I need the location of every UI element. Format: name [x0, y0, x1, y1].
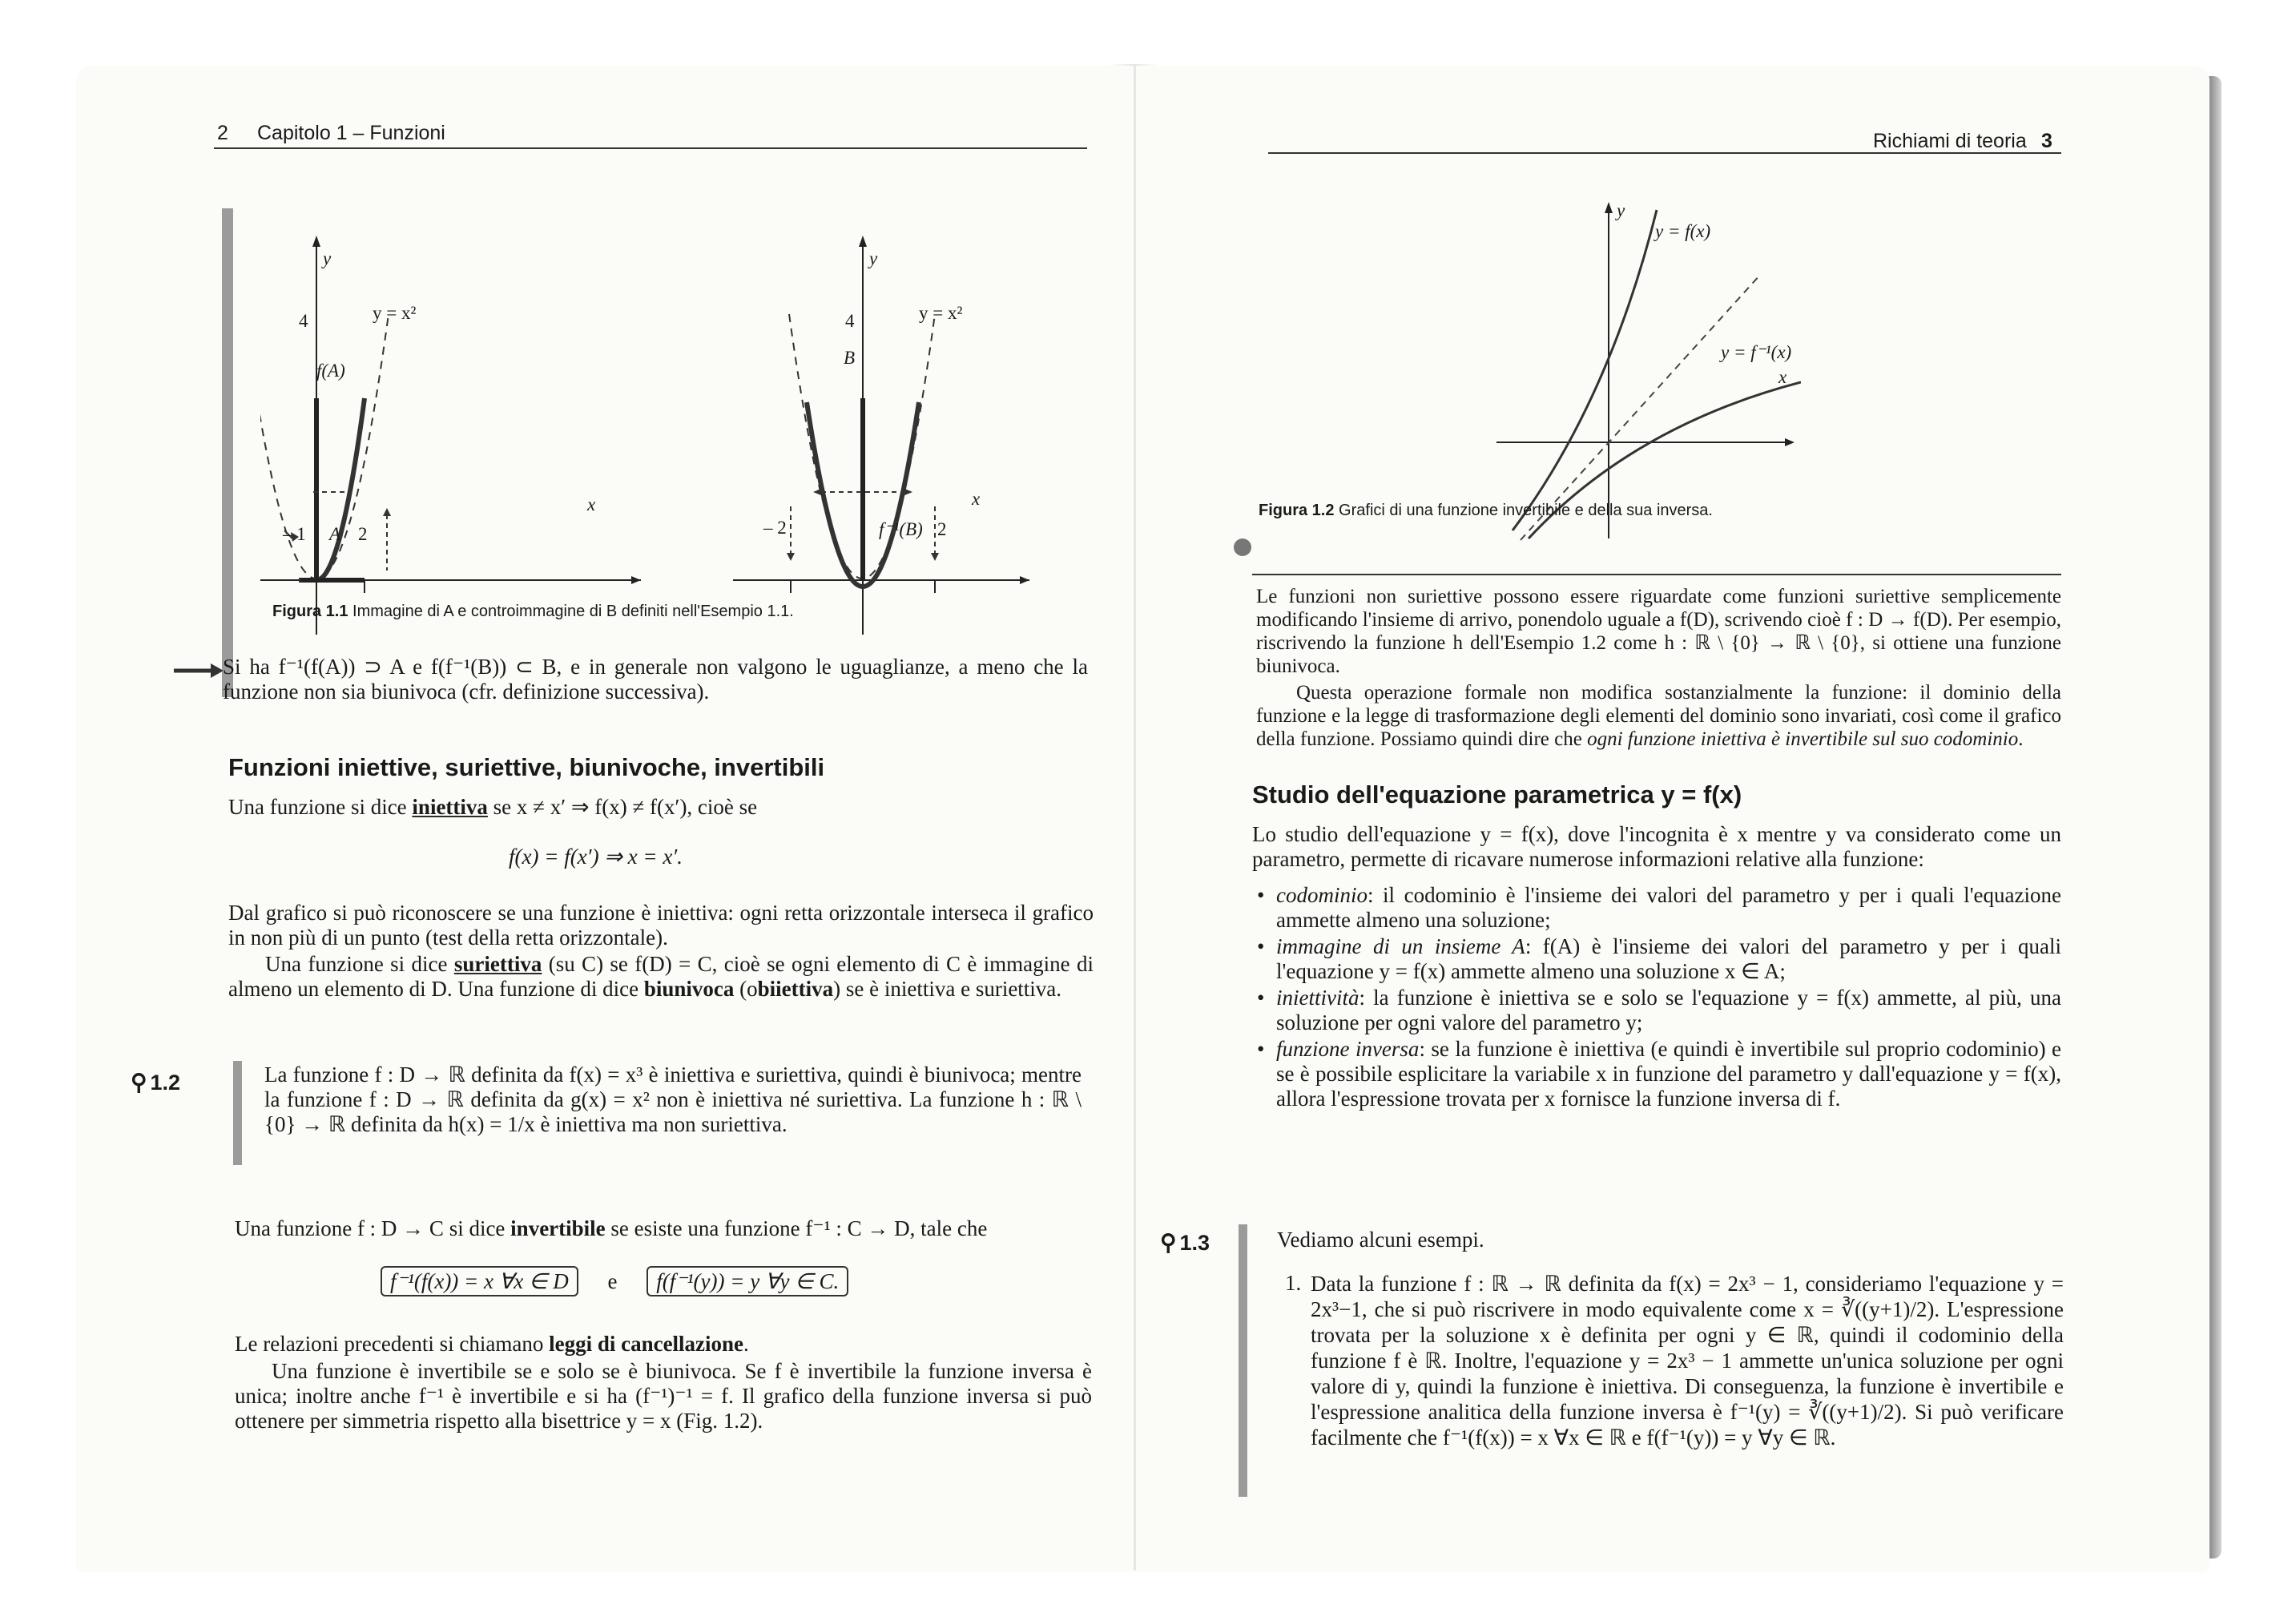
fig1-caption [272, 603, 794, 621]
pin-icon [1234, 538, 1251, 556]
suriettiva-mid1: (su C) se f(D) = C, cioè se ogni elemento di C è immagine di almeno un elemento di D. Una funzione di dice [228, 952, 1094, 1001]
parametric-bullets [1252, 883, 2061, 1113]
example-1-3-item-text: Data la funzione f : ℝ → ℝ definita da f(x) = 2x³ − 1, consideriamo l'equazione y = 2x³−1, che si può riscrivere in modo equivalente come x = ∛((y+1)/2). L'espressione trovata per la soluzione x è definita per ogni y ∈ ℝ, quindi il codominio della funzione f è ℝ. Inoltre, l'equazione y = 2x³ − 1 ammette un'unica soluzione per ogni valore di y, quindi la funzione è iniettiva. Di conseguenza, la funzione è invertibile e l'espressione analitica della funzione inversa è f⁻¹(y) = ∛((y+1)/2). Si può verificare facilmente che f⁻¹(f(x)) = x ∀x ∈ ℝ e f(f⁻¹(y)) = y ∀y ∈ ℝ. [1311, 1272, 2064, 1450]
fig2-fx-label: y = f(x) [1655, 221, 1711, 241]
suriettiva-pre: Una funzione si dice [265, 952, 448, 976]
section-title-studio: Studio dell'equazione parametrica y = f(x) [1252, 780, 1742, 808]
example-1-2-text: La funzione f : D → ℝ definita da f(x) = x³ è iniettiva e suriettiva, quindi è biunivoca; mentre la funzione f : D → ℝ definita da g(x) = x² non è iniettiva né suriettiva. La funzione h : ℝ \ {0} → ℝ definita da h(x) = 1/x è iniettiva ma non suriettiva. [264, 1063, 1082, 1136]
right-header-title: Richiami di teoria [1873, 130, 2027, 152]
fig1-b-neg2-label: – 2 [763, 518, 787, 538]
example-1-3-intro: Vediamo alcuni esempi. [1277, 1228, 1484, 1252]
bullet-text: : la funzione è iniettiva se e solo se l'equazione y = f(x) ammette, al più, una soluzione per ogni valore del parametro y; [1276, 986, 2061, 1034]
fig1-a-curve-label: y = x² [373, 303, 417, 323]
example-1-2-label [131, 1069, 180, 1095]
right-section-rule [1252, 574, 2061, 575]
paragraph-test-retta: Dal grafico si può riconoscere se una funzione è iniettiva: ogni retta orizzontale interseca il grafico in non più di un punto (test della retta orizzontale). [228, 901, 1094, 950]
example-1-3-bar [1239, 1224, 1247, 1497]
invertibile-post: se esiste una funzione f⁻¹ : C → D, tale che [610, 1216, 988, 1240]
right-page [1136, 66, 2209, 1572]
fig1-caption-text: Immagine di A e controimmagine di B definiti nell'Esempio 1.1. [352, 603, 794, 620]
term-biiettiva: biiettiva [757, 977, 834, 1001]
fig1-b-y-label: y [869, 248, 878, 268]
example-1-3-label [1160, 1229, 1210, 1256]
fig2-caption [1259, 502, 1713, 520]
term-iniettiva: iniettiva [412, 795, 488, 819]
bullet-funzione-inversa [1252, 1037, 2061, 1111]
leggi-pre: Le relazioni precedenti si chiamano [235, 1332, 544, 1356]
bullet-term: iniettività [1276, 986, 1359, 1010]
fig2-x-label: x [1778, 367, 1787, 387]
fig2-finv-label: y = f⁻¹(x) [1721, 342, 1792, 362]
fig1-a-fA-label: f(A) [316, 361, 345, 381]
fig2-y-label: y [1617, 200, 1625, 220]
suriettiva-post: ) se è iniettiva e suriettiva. [833, 977, 1062, 1001]
section-title-funzioni: Funzioni iniettive, suriettive, biunivoche, invertibili [228, 753, 825, 781]
figure-1-2 [1496, 194, 1801, 546]
term-biunivoca: biunivoca [643, 977, 735, 1001]
left-page [76, 66, 1134, 1572]
equation-cancellation [381, 1269, 848, 1294]
iniettiva-definition [228, 795, 1078, 820]
example-1-2-bar [233, 1061, 242, 1165]
equation-injective: f(x) = f(x′) ⇒ x = x′. [509, 845, 683, 869]
fig1-b-four-label: 4 [845, 311, 855, 331]
magnifier-icon: ⚲ [1160, 1230, 1177, 1255]
leggi-post: . [743, 1332, 749, 1356]
fig1-b-curve-label: y = x² [919, 303, 963, 323]
iniettiva-pre: Una funzione si dice [228, 795, 407, 819]
fig1-caption-label: Figura 1.1 [272, 603, 348, 620]
bullet-text: : se la funzione è iniettiva (e quindi è invertibile sul proprio codominio) e se è possibile esplicitare la variabile x in funzione del parametro y dall'equazione y = f(x), allora l'espressione trovata per x fornisce la funzione inversa di f. [1276, 1037, 2061, 1111]
left-page-number: 2 [217, 122, 228, 144]
bullet-term: funzione inversa [1276, 1037, 1420, 1061]
fig1-a-four-label: 4 [299, 311, 308, 331]
paragraph-studio: Lo studio dell'equazione y = f(x), dove l'incognita è x mentre y va considerato come un parametro, permette di ricavare numerose informazioni relative alla funzione: [1252, 822, 2061, 871]
bullet-text: : il codominio è l'insieme dei valori del parametro y per i quali l'equazione ammette almeno una soluzione; [1276, 883, 2061, 932]
term-leggi-cancellazione: leggi di cancellazione [549, 1332, 744, 1356]
fig1-b-two-label: 2 [937, 519, 947, 539]
fig1-a-two-label: 2 [358, 524, 368, 544]
paragraph-non-suriettive: Le funzioni non suriettive possono essere riguardate come funzioni suriettive semplicemente modificando l'insieme di arrivo, ponendolo uguale a f(D), scrivendo cioè f : D → f(D). Per esempio, riscrivendo la funzione h dell'Esempio 1.2 come h : ℝ \ {0} → ℝ \ {0}, si ottiene una funzione biunivoca. [1256, 586, 2061, 677]
bullet-term: codominio [1276, 883, 1368, 907]
paragraph-suriettiva [228, 952, 1094, 1002]
graph-image-a [260, 236, 641, 635]
term-suriettiva: suriettiva [453, 952, 542, 976]
left-header-rule [214, 147, 1087, 149]
bullet-immagine [1252, 934, 2061, 984]
suriettiva-mid2: (o [739, 977, 758, 1001]
example-number: 1.2 [150, 1071, 181, 1095]
eq-conj: e [607, 1269, 618, 1293]
bullet-codominio [1252, 883, 2061, 933]
operazione-pre: Questa operazione formale non modifica sostanzialmente la funzione: il dominio della funzione e la legge di trasformazione degli elementi del dominio sono invariati, così come il grafico della funzione. Possiamo quindi dire che [1256, 682, 2061, 750]
operazione-italic: ogni funzione iniettiva è invertibile sul suo codominio [1587, 728, 2019, 750]
invertibile-definition [235, 1216, 1084, 1241]
paragraph-inversa: Una funzione è invertibile se e solo se è biunivoca. Se f è invertibile la funzione inversa è unica; inoltre anche f⁻¹ è invertibile e si ha (f⁻¹)⁻¹ = f. Il grafico della funzione inversa si può ottenere per simmetria rispetto alla bisettrice y = x (Fig. 1.2). [235, 1359, 1092, 1433]
figure-margin-bar [222, 208, 233, 697]
example-number: 1.3 [1179, 1231, 1210, 1255]
note-paragraph: Si ha f⁻¹(f(A)) ⊃ A e f(f⁻¹(B)) ⊂ B, e in generale non valgono le uguaglianze, a meno che la funzione non sia biunivoca (cfr. definizione successiva). [223, 655, 1088, 704]
eq-left: f⁻¹(f(x)) = x ∀x ∈ D [381, 1266, 578, 1296]
bullet-iniettivita [1252, 986, 2061, 1035]
example-1-3-item-number: 1. [1285, 1271, 1302, 1295]
fig1-a-y-label: y [323, 248, 332, 268]
magnifier-icon: ⚲ [131, 1070, 147, 1095]
paragraph-operazione [1256, 681, 2061, 751]
fig2-caption-text: Grafici di una funzione invertibile e della sua inversa. [1339, 502, 1713, 519]
fig1-b-B-label: B [844, 348, 856, 368]
invertibile-pre: Una funzione f : D → C si dice [235, 1216, 506, 1240]
figure-1-1 [260, 218, 1094, 635]
left-chapter-title: Capitolo 1 – Funzioni [257, 122, 445, 144]
bullet-term: immagine di un insieme A [1276, 934, 1525, 958]
fig1-a-A-label: A [329, 524, 341, 544]
pen-arrow-icon [174, 662, 224, 679]
paragraph-leggi [235, 1332, 1084, 1357]
fig1-a-x-label: x [587, 494, 596, 514]
fig1-b-finvB-label: f⁻¹(B) [879, 519, 923, 539]
bullet-text: : f(A) è l'insieme dei valori del parametro y per i quali l'equazione y = f(x) ammette almeno una soluzione x ∈ A; [1276, 934, 2062, 983]
iniettiva-rest: se x ≠ x′ ⇒ f(x) ≠ f(x′), cioè se [493, 795, 758, 819]
fig2-caption-label: Figura 1.2 [1259, 502, 1335, 519]
fig1-b-x-label: x [972, 489, 981, 509]
fig1-a-neg1-label: – 1 [283, 524, 306, 544]
term-invertibile: invertibile [510, 1216, 606, 1240]
operazione-post: . [2018, 728, 2024, 750]
eq-right: f(f⁻¹(y)) = y ∀y ∈ C. [647, 1266, 848, 1296]
right-page-number: 3 [2041, 130, 2052, 152]
graph-counterimage-b [733, 236, 1029, 635]
